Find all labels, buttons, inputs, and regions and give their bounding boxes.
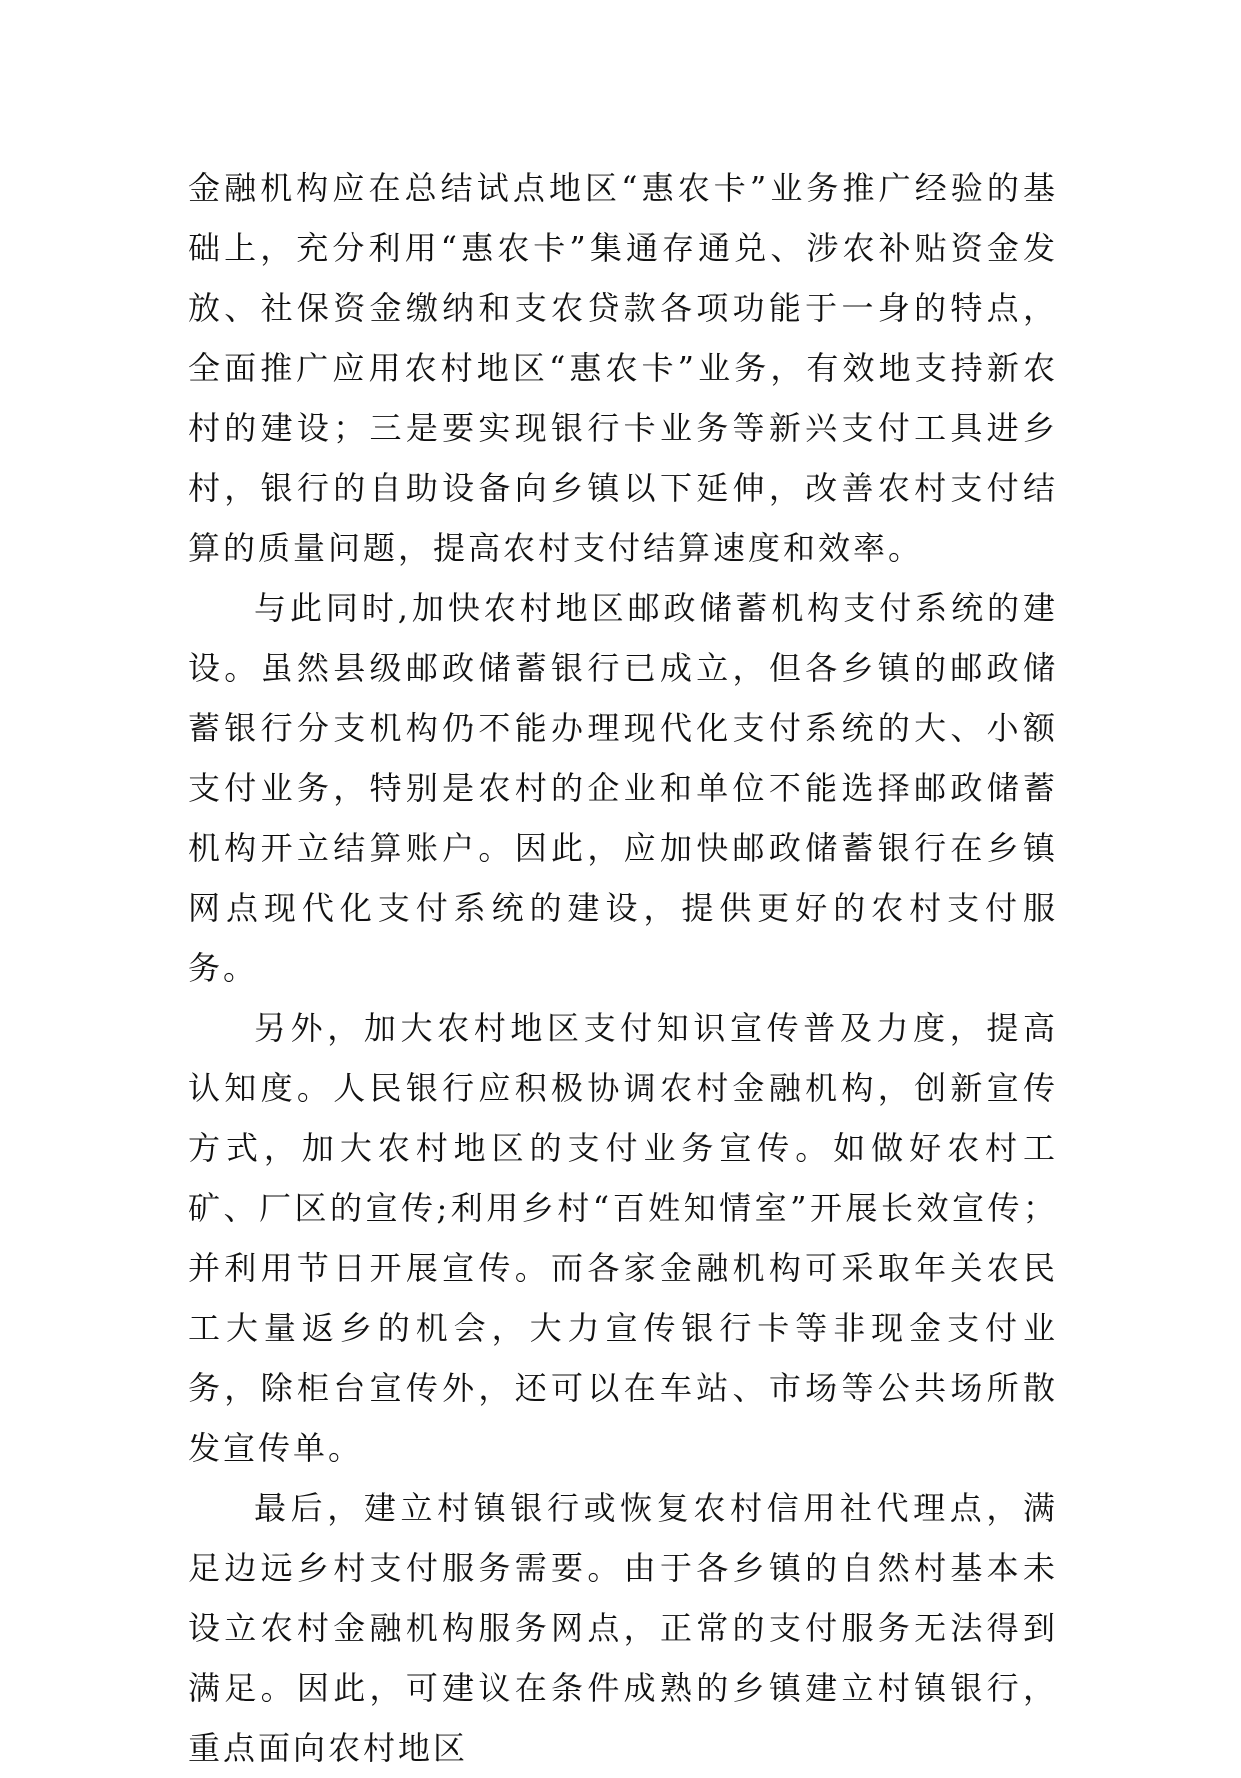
paragraph-publicity: 另外，加大农村地区支付知识宣传普及力度，提高认知度。人民银行应积极协调农村金融机构，创新宣传方式，加大农村地区的支付业务宣传。如做好农村工矿、厂区的宣传;利用乡村“百姓知情室”开展长效宣传；并利用节日开展宣传。而各家金融机构可采取年关农民工大量返乡的机会，大力宣传银行卡等非现金支付业务，除柜台宣传外，还可以在车站、市场等公共场所散发宣传单。 <box>188 1009 1058 1467</box>
document-body <box>188 158 1058 1778</box>
paragraph-continuation: 金融机构应在总结试点地区“惠农卡”业务推广经验的基础上，充分利用“惠农卡”集通存通兑、涉农补贴资金发放、社保资金缴纳和支农贷款各项功能于一身的特点，全面推广应用农村地区“惠农卡”业务，有效地支持新农村的建设；三是要实现银行卡业务等新兴支付工具进乡村，银行的自助设备向乡镇以下延伸，改善农村支付结算的质量问题，提高农村支付结算速度和效率。 <box>188 169 1058 567</box>
paragraph-postal-savings: 与此同时,加快农村地区邮政储蓄机构支付系统的建设。虽然县级邮政储蓄银行已成立，但各乡镇的邮政储蓄银行分支机构仍不能办理现代化支付系统的大、小额支付业务，特别是农村的企业和单位不能选择邮政储蓄机构开立结算账户。因此，应加快邮政储蓄银行在乡镇网点现代化支付系统的建设，提供更好的农村支付服务。 <box>188 589 1058 987</box>
paragraph-village-banks: 最后，建立村镇银行或恢复农村信用社代理点，满足边远乡村支付服务需要。由于各乡镇的自然村基本未设立农村金融机构服务网点，正常的支付服务无法得到满足。因此，可建议在条件成熟的乡镇建立村镇银行，重点面向农村地区 <box>188 1489 1058 1767</box>
